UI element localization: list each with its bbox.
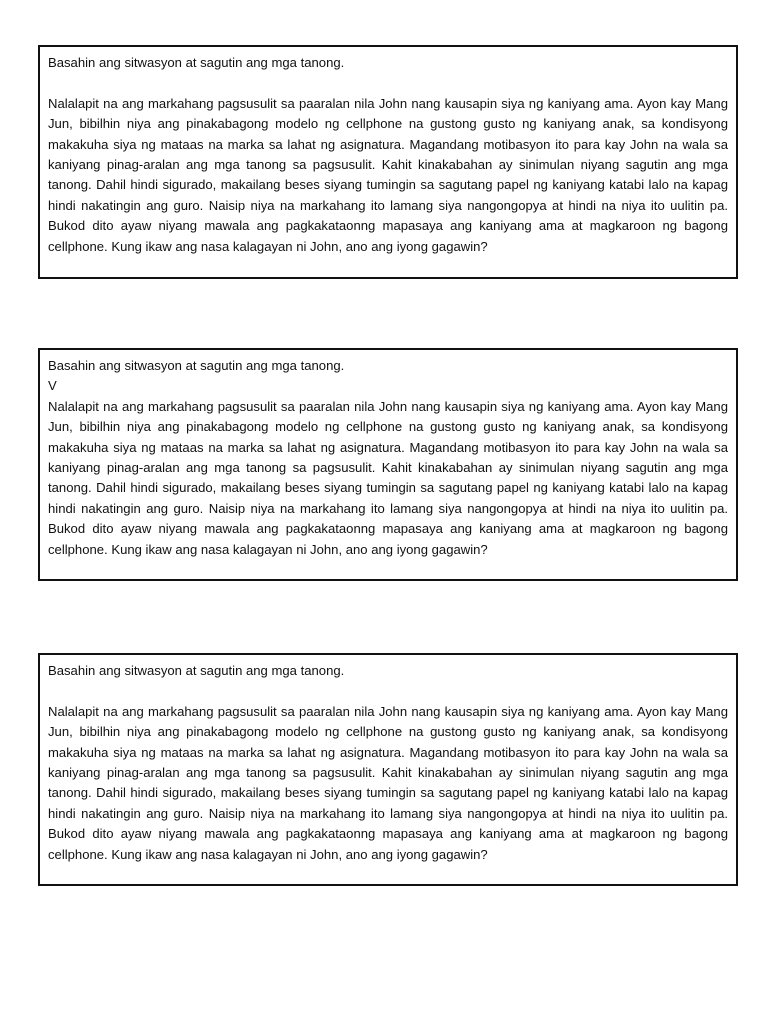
situation-passage: Nalalapit na ang markahang pagsusulit sa paaralan nila John nang kausapin siya ng kaniyang ama. Ayon kay Mang Jun, bibilhin niya ang pinakabagong modelo ng cellphone na gustong gusto ng kaniyang anak, sa kondisyong makakuha siya ng mataas na marka sa lahat ng asignatura. Magandang motibasyon ito para kay John na wala sa kaniyang pinag-aralan ang mga tanong sa pagsusulit. Kahit kinakabahan ay sinimulan niyang sagutin ang mga tanong. Dahil hindi sigurado, makailang beses siyang tumingin sa sagutang papel ng kaniyang katabi lalo na kapag hindi nakatingin ang guro. Naisip niya na markahang ito lamang siya nangongopya at hindi na niya ito uulitin pa. Bukod dito ayaw niyang mawala ang pagkakataonng mapasaya ang kaniyang ama at magkaroon ng bagong cellphone. Kung ikaw ang nasa kalagayan ni John, ano ang iyong gagawin? (48, 703, 728, 862)
separator-line (48, 73, 728, 93)
situation-passage: Nalalapit na ang markahang pagsusulit sa paaralan nila John nang kausapin siya ng kaniyang ama. Ayon kay Mang Jun, bibilhin niya ang pinakabagong modelo ng cellphone na gustong gusto ng kaniyang anak, sa kondisyong makakuha siya ng mataas na marka sa lahat ng asignatura. Magandang motibasyon ito para kay John na wala sa kaniyang pinag-aralan ang mga tanong sa pagsusulit. Kahit kinakabahan ay sinimulan niyang sagutin ang mga tanong. Dahil hindi sigurado, makailang beses siyang tumingin sa sagutang papel ng kaniyang katabi lalo na kapag hindi nakatingin ang guro. Naisip niya na markahang ito lamang siya nangongopya at hindi na niya ito uulitin pa. Bukod dito ayaw niyang mawala ang pagkakataonng mapasaya ang kaniyang ama at magkaroon ng bagong cellphone. Kung ikaw ang nasa kalagayan ni John, ano ang iyong gagawin? (48, 398, 728, 557)
situation-box-2 (38, 348, 738, 581)
instruction-text: Basahin ang sitwasyon at sagutin ang mga tanong. (48, 55, 345, 70)
separator-line: V (48, 378, 57, 394)
situation-passage: Nalalapit na ang markahang pagsusulit sa paaralan nila John nang kausapin siya ng kaniyang ama. Ayon kay Mang Jun, bibilhin niya ang pinakabagong modelo ng cellphone na gustong gusto ng kaniyang anak, sa kondisyong makakuha siya ng mataas na marka sa lahat ng asignatura. Magandang motibasyon ito para kay John na wala sa kaniyang pinag-aralan ang mga tanong sa pagsusulit. Kahit kinakabahan ay sinimulan niyang sagutin ang mga tanong. Dahil hindi sigurado, makailang beses siyang tumingin sa sagutang papel ng kaniyang katabi lalo na kapag hindi nakatingin ang guro. Naisip niya na markahang ito lamang siya nangongopya at hindi na niya ito uulitin pa. Bukod dito ayaw niyang mawala ang pagkakataonng mapasaya ang kaniyang ama at magkaroon ng bagong cellphone. Kung ikaw ang nasa kalagayan ni John, ano ang iyong gagawin? (48, 95, 728, 254)
situation-box-3 (38, 653, 738, 886)
instruction-text: Basahin ang sitwasyon at sagutin ang mga tanong. (48, 663, 345, 678)
separator-line (48, 681, 728, 701)
instruction-text: Basahin ang sitwasyon at sagutin ang mga tanong. (48, 358, 345, 373)
situation-box-1 (38, 45, 738, 279)
